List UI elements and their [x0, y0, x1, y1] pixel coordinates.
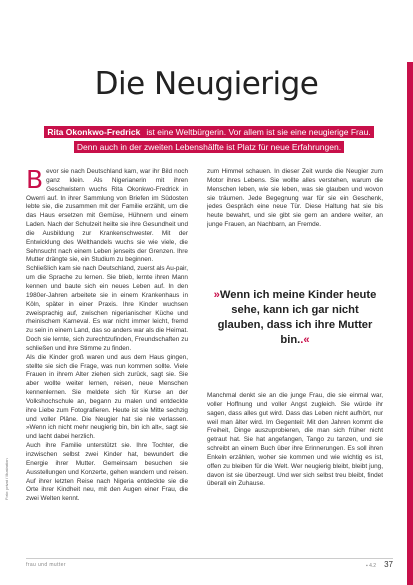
footer-divider [26, 558, 393, 559]
article-paragraph: zum Himmel schauen. In dieser Zeit wurde die Neugier zum Motor ihres Lebens. Sie wollte alles verstehen, warum die Menschen leben, wie sie leben, was sie glauben und wovon sie träumen. Jede Begegnung war für sie ein Geschenk, jedes Gespräch eine neue Tür. Diese Haltung hat sie bis heute bewahrt, und sie gibt sie gern an andere weiter, an junge Frauen, an Nachbarn, an Fremde. [207, 168, 383, 229]
pull-quote [207, 288, 383, 348]
footer-mark: ▪ 4.2 [365, 563, 377, 569]
lead-text: ist eine Weltbürgerin. Vor allem ist sie eine neugierige Frau. Denn auch in der zweiten Lebenshälfte ist Platz für neue Erfahrungen. [74, 126, 374, 153]
article-column-left [26, 165, 188, 504]
photo-credit: Foto: privat / Illustration [4, 458, 9, 500]
pull-quote-text: Wenn ich meine Kinder heute sehe, kann ich gar nicht glauben, dass ich ihre Mutter bin. [217, 289, 377, 346]
accent-bar [407, 62, 413, 585]
page-number: 37 [384, 560, 393, 569]
article-paragraph: Manchmal denkt sie an die junge Frau, die sie einmal war, voller Hoffnung und voller Angst zugleich. Sie würde ihr sagen, dass alles gut wird. Dass das Leben nicht aufhört, nur weil man älter wird. Im Gegenteil: Mit den Jahren kommt die Freiheit, Dinge auszuprobieren, die man sich früher nicht getraut hat. Sie hat angefangen, Tango zu tanzen, und sie schreibt an einem Buch über ihre Erinnerungen. Es soll ihren Enkeln erzählen, woher sie kommen und wie wichtig es ist, offen zu bleiben für die Welt. Wer neugierig bleibt, bleibt jung, davon ist sie überzeugt. Und wer sich selbst treu bleibt, findet überall ein Zuhause. [207, 392, 383, 488]
footer-publication: frau und mutter [26, 562, 66, 568]
quote-open-mark: » [213, 289, 220, 301]
quote-close-mark: .« [300, 334, 310, 346]
article-paragraph: Schließlich kam sie nach Deutschland, zuerst als Au-pair, um die Sprache zu lernen. Sie blieb, lernte ihren Mann kennen und baute sich ein neues Leben auf. In den 1980er-Jahren arbeitete sie in einem Krankenhaus in Köln, später in einer Praxis. Ihre Kinder wuchsen zweisprachig auf, zwischen nigerianischer Küche und rheinischem Karneval. Es war nicht immer leicht, fremd zu sein in einem Land, das so anders war als die Heimat. Doch sie lernte, sich zurechtzufinden, Freundschaften zu schließen und ihre Stimme zu finden. [26, 265, 188, 352]
lead-name: Rita Okonkwo-Fredrick [44, 126, 143, 138]
article-paragraph: Bevor sie nach Deutschland kam, war ihr Bild noch ganz klein. Als Nigerianerin mit ihren Geschwistern wuchs Rita Okonkwo-Fredrick in Owerri auf. In ihrer Sammlung von Briefen im Südosten lebte sie, die zusammen mit der Familie erzählt, um die das Haus ersetzen mit Gemüse, Hühnern und einem Laden. Nach der Schulzeit heilte sie ihre Gesundheit und die Ausbildung zur Krankenschwester. Mit der Entwicklung des Welthandels wuchs sie wie viele, die Sehnsucht nach einem Leben jenseits der Grenzen. Ihre Mutter drängte sie, ein Studium zu beginnen. [26, 165, 188, 264]
article-paragraph: Als die Kinder groß waren und aus dem Haus gingen, stellte sie sich die Frage, was nun kommen sollte. Viele Frauen in ihrem Alter ziehen sich zurück, sagt sie. Sie aber wollte weiter lernen, reisen, neue Menschen kennenlernen. Sie meldete sich für Kurse an der Volkshochschule an, begann zu malen und entdeckte ihre Liebe zum Fotografieren. Heute ist sie Mitte sechzig und voller Pläne. Die Neugier hat sie nie verlassen. »Wenn ich nicht mehr neugierig bin, bin ich alt«, sagt sie und lacht dabei herzlich. [26, 353, 188, 441]
article-paragraph: Auch ihre Familie unterstützt sie. Ihre Tochter, die inzwischen selbst zwei Kinder hat, bewundert die Energie ihrer Mutter. Gemeinsam besuchen sie Ausstellungen und Konzerte, gehen wandern und reisen. Auf ihrer letzten Reise nach Nigeria entdeckte sie die Orte ihrer Kindheit neu, mit den Augen einer Frau, die zwei Welten kennt. [26, 442, 188, 503]
lead-paragraph [44, 124, 374, 154]
footer-page [366, 560, 393, 569]
dropcap: B [26, 165, 44, 194]
article-title: Die Neugierige [94, 66, 319, 102]
